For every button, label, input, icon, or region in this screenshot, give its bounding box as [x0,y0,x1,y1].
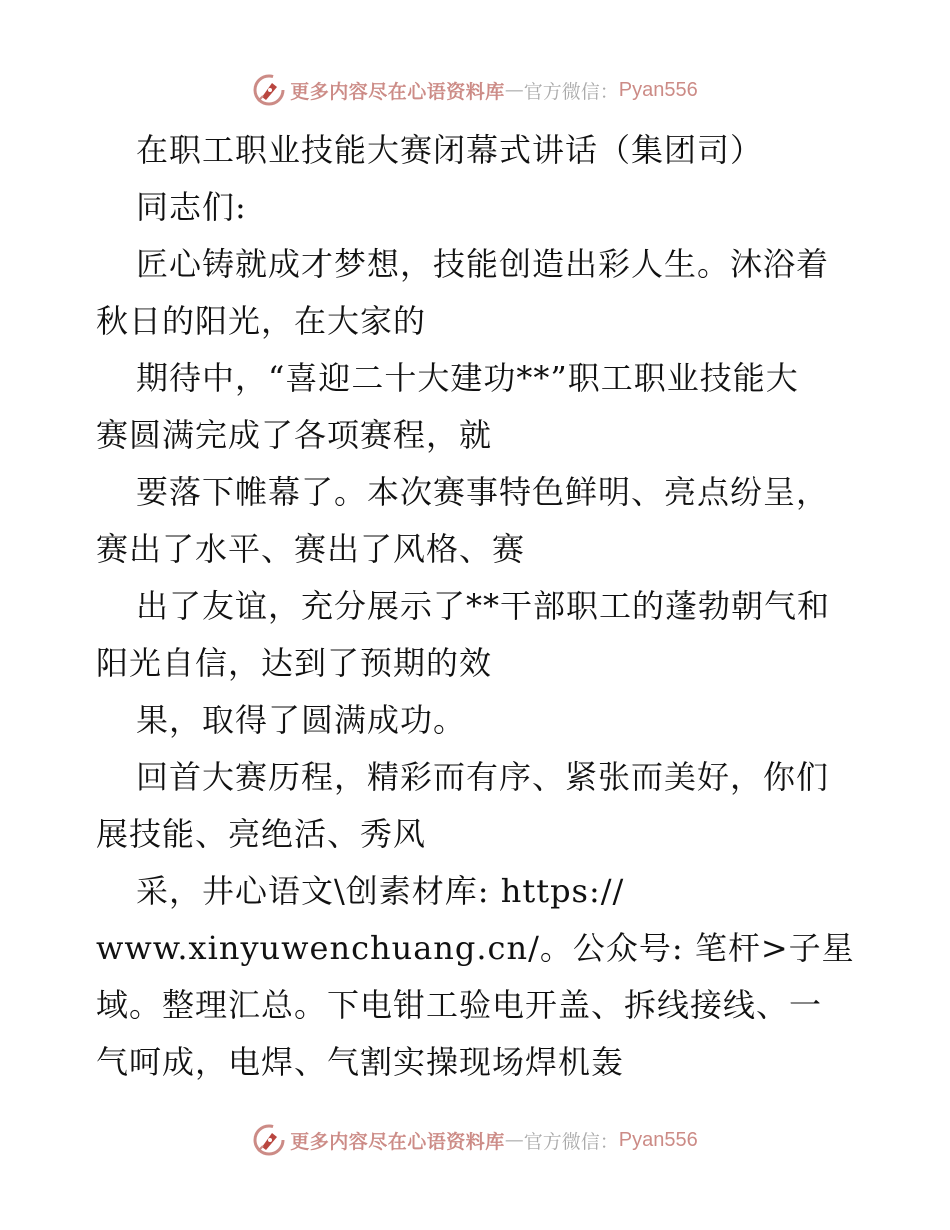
document-line: 采，井心语文\创素材库: https:// [136,872,625,910]
document-line: 同志们: [136,188,247,226]
watermark-separator: — [504,79,524,101]
pen-nib-logo-icon [252,1123,286,1157]
watermark-label: 官方微信： [523,1130,619,1153]
document-line: 果，取得了圆满成功。 [136,701,467,739]
document-line: 阳光自信，达到了预期的效 [96,644,493,682]
watermark-separator: — [504,1129,524,1151]
watermark-label: 官方微信： [523,80,619,103]
document-title: 在职工职业技能大赛闭幕式讲话（集团司） [136,131,764,169]
pen-nib-logo-icon [252,73,286,107]
header-watermark [0,70,950,110]
document-line: 匠心铸就成才梦想，技能创造出彩人生。沐浴着 [136,245,830,283]
document-line: 出了友谊，充分展示了**干部职工的蓬勃朝气和 [136,587,831,625]
document-line: 秋日的阳光，在大家的 [96,302,427,340]
document-line: 域。整理汇总。下电钳工验电开盖、拆线接线、一 [96,986,823,1024]
watermark-wechat-id: Pyan556 [618,1128,698,1151]
document-line: 期待中，“喜迎二十大建功**”职工职业技能大 [136,359,799,397]
document-body [96,122,856,1091]
document-line: 赛出了水平、赛出了风格、赛 [96,530,526,568]
watermark-main-text: 更多内容尽在心语资料库 [290,80,505,103]
document-line: 回首大赛历程，精彩而有序、紧张而美好，你们 [136,758,830,796]
document-line: 展技能、亮绝活、秀风 [96,815,427,853]
document-line: www.xinyuwenchuang.cn/。公众号: 笔杆>子星 [96,929,855,967]
footer-watermark [0,1120,950,1160]
watermark-wechat-id: Pyan556 [618,78,698,101]
document-line: 赛圆满完成了各项赛程，就 [96,416,493,454]
document-line: 要落下帷幕了。本次赛事特色鲜明、亮点纷呈， [136,473,830,511]
document-line: 气呵成，电焊、气割实操现场焊机轰 [96,1043,625,1081]
watermark-main-text: 更多内容尽在心语资料库 [290,1130,505,1153]
